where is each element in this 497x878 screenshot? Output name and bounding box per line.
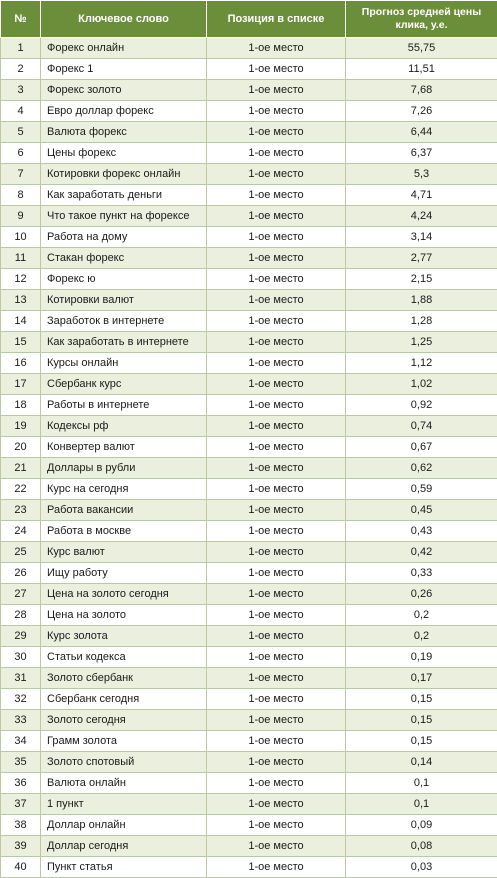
position-cell: 1-ое место bbox=[207, 248, 346, 269]
position-cell: 1-ое место bbox=[207, 668, 346, 689]
keyword-cell: Как заработать деньги bbox=[41, 185, 207, 206]
keyword-cell: Ищу работу bbox=[41, 563, 207, 584]
price-cell: 0,1 bbox=[346, 773, 497, 794]
table-row bbox=[1, 668, 497, 689]
row-number: 2 bbox=[1, 59, 41, 80]
row-number: 5 bbox=[1, 122, 41, 143]
position-cell: 1-ое место bbox=[207, 458, 346, 479]
table-row bbox=[1, 437, 497, 458]
price-cell: 0,33 bbox=[346, 563, 497, 584]
row-number: 1 bbox=[1, 38, 41, 59]
keyword-cell: Работа в москве bbox=[41, 521, 207, 542]
position-cell: 1-ое место bbox=[207, 857, 346, 878]
position-cell: 1-ое место bbox=[207, 836, 346, 857]
keyword-cell: Курсы онлайн bbox=[41, 353, 207, 374]
position-cell: 1-ое место bbox=[207, 185, 346, 206]
keyword-cell: Доллар сегодня bbox=[41, 836, 207, 857]
table-row bbox=[1, 521, 497, 542]
keyword-cell: Котировки форекс онлайн bbox=[41, 164, 207, 185]
row-number: 21 bbox=[1, 458, 41, 479]
row-number: 34 bbox=[1, 731, 41, 752]
price-cell: 55,75 bbox=[346, 38, 497, 59]
keyword-cell: Форекс онлайн bbox=[41, 38, 207, 59]
position-cell: 1-ое место bbox=[207, 584, 346, 605]
price-cell: 0,14 bbox=[346, 752, 497, 773]
row-number: 3 bbox=[1, 80, 41, 101]
row-number: 4 bbox=[1, 101, 41, 122]
price-cell: 0,17 bbox=[346, 668, 497, 689]
table-row bbox=[1, 206, 497, 227]
table-row bbox=[1, 290, 497, 311]
keyword-cell: Золото спотовый bbox=[41, 752, 207, 773]
price-cell: 0,45 bbox=[346, 500, 497, 521]
price-cell: 1,28 bbox=[346, 311, 497, 332]
position-cell: 1-ое место bbox=[207, 416, 346, 437]
keyword-cell: Стакан форекс bbox=[41, 248, 207, 269]
position-cell: 1-ое место bbox=[207, 563, 346, 584]
row-number: 14 bbox=[1, 311, 41, 332]
table-row bbox=[1, 80, 497, 101]
keyword-cell: Сбербанк сегодня bbox=[41, 689, 207, 710]
price-cell: 0,62 bbox=[346, 458, 497, 479]
row-number: 10 bbox=[1, 227, 41, 248]
row-number: 11 bbox=[1, 248, 41, 269]
position-cell: 1-ое место bbox=[207, 437, 346, 458]
table-row bbox=[1, 479, 497, 500]
row-number: 39 bbox=[1, 836, 41, 857]
keyword-cell: Валюта онлайн bbox=[41, 773, 207, 794]
price-cell: 0,67 bbox=[346, 437, 497, 458]
keyword-cell: Форекс 1 bbox=[41, 59, 207, 80]
price-cell: 1,02 bbox=[346, 374, 497, 395]
keyword-cell: Курс на сегодня bbox=[41, 479, 207, 500]
table-row bbox=[1, 710, 497, 731]
position-cell: 1-ое место bbox=[207, 752, 346, 773]
keyword-cell: Сбербанк курс bbox=[41, 374, 207, 395]
price-cell: 0,42 bbox=[346, 542, 497, 563]
position-cell: 1-ое место bbox=[207, 710, 346, 731]
price-cell: 0,03 bbox=[346, 857, 497, 878]
position-cell: 1-ое место bbox=[207, 353, 346, 374]
table-row bbox=[1, 752, 497, 773]
price-cell: 0,09 bbox=[346, 815, 497, 836]
position-cell: 1-ое место bbox=[207, 38, 346, 59]
position-cell: 1-ое место bbox=[207, 122, 346, 143]
header-keyword: Ключевое слово bbox=[41, 1, 207, 38]
table-header bbox=[1, 1, 497, 38]
price-cell: 0,08 bbox=[346, 836, 497, 857]
row-number: 29 bbox=[1, 626, 41, 647]
header-position: Позиция в списке bbox=[207, 1, 346, 38]
position-cell: 1-ое место bbox=[207, 521, 346, 542]
position-cell: 1-ое место bbox=[207, 290, 346, 311]
price-cell: 6,44 bbox=[346, 122, 497, 143]
price-cell: 0,15 bbox=[346, 710, 497, 731]
position-cell: 1-ое место bbox=[207, 731, 346, 752]
row-number: 40 bbox=[1, 857, 41, 878]
price-cell: 2,77 bbox=[346, 248, 497, 269]
position-cell: 1-ое место bbox=[207, 143, 346, 164]
table-row bbox=[1, 269, 497, 290]
table-row bbox=[1, 332, 497, 353]
price-cell: 1,25 bbox=[346, 332, 497, 353]
price-cell: 1,88 bbox=[346, 290, 497, 311]
table-row bbox=[1, 164, 497, 185]
row-number: 19 bbox=[1, 416, 41, 437]
keyword-cell: Золото сегодня bbox=[41, 710, 207, 731]
row-number: 9 bbox=[1, 206, 41, 227]
table-row bbox=[1, 101, 497, 122]
price-cell: 1,12 bbox=[346, 353, 497, 374]
position-cell: 1-ое место bbox=[207, 311, 346, 332]
keyword-cell: Цены форекс bbox=[41, 143, 207, 164]
table-row bbox=[1, 416, 497, 437]
keyword-cell: Цена на золото сегодня bbox=[41, 584, 207, 605]
table-row bbox=[1, 248, 497, 269]
row-number: 27 bbox=[1, 584, 41, 605]
table-row bbox=[1, 143, 497, 164]
row-number: 32 bbox=[1, 689, 41, 710]
table-row bbox=[1, 647, 497, 668]
table-row bbox=[1, 605, 497, 626]
keyword-cell: Доллар онлайн bbox=[41, 815, 207, 836]
keyword-cell: Статьи кодекса bbox=[41, 647, 207, 668]
position-cell: 1-ое место bbox=[207, 332, 346, 353]
table-row bbox=[1, 584, 497, 605]
row-number: 38 bbox=[1, 815, 41, 836]
table-row bbox=[1, 794, 497, 815]
keyword-cell: Заработок в интернете bbox=[41, 311, 207, 332]
price-cell: 0,74 bbox=[346, 416, 497, 437]
keyword-cell: Котировки валют bbox=[41, 290, 207, 311]
keyword-cell: Работа вакансии bbox=[41, 500, 207, 521]
table-row bbox=[1, 311, 497, 332]
row-number: 24 bbox=[1, 521, 41, 542]
keyword-cell: Пункт статья bbox=[41, 857, 207, 878]
table-row bbox=[1, 353, 497, 374]
header-price: Прогноз средней цены клика, у.е. bbox=[346, 1, 497, 38]
price-cell: 11,51 bbox=[346, 59, 497, 80]
header-number: № bbox=[1, 1, 41, 38]
row-number: 22 bbox=[1, 479, 41, 500]
position-cell: 1-ое место bbox=[207, 206, 346, 227]
row-number: 18 bbox=[1, 395, 41, 416]
table-row bbox=[1, 626, 497, 647]
position-cell: 1-ое место bbox=[207, 374, 346, 395]
row-number: 36 bbox=[1, 773, 41, 794]
price-cell: 0,59 bbox=[346, 479, 497, 500]
table-row bbox=[1, 815, 497, 836]
row-number: 28 bbox=[1, 605, 41, 626]
row-number: 31 bbox=[1, 668, 41, 689]
keyword-cell: Грамм золота bbox=[41, 731, 207, 752]
header-row bbox=[1, 1, 497, 38]
keyword-cell: Работы в интернете bbox=[41, 395, 207, 416]
price-cell: 7,26 bbox=[346, 101, 497, 122]
keyword-cell: Форекс золото bbox=[41, 80, 207, 101]
table-row bbox=[1, 38, 497, 59]
keyword-cell: Цена на золото bbox=[41, 605, 207, 626]
keyword-cell: Форекс ю bbox=[41, 269, 207, 290]
price-cell: 6,37 bbox=[346, 143, 497, 164]
keyword-cell: Евро доллар форекс bbox=[41, 101, 207, 122]
position-cell: 1-ое место bbox=[207, 647, 346, 668]
position-cell: 1-ое место bbox=[207, 164, 346, 185]
table-row bbox=[1, 227, 497, 248]
position-cell: 1-ое место bbox=[207, 773, 346, 794]
position-cell: 1-ое место bbox=[207, 59, 346, 80]
keyword-cell: Курс валют bbox=[41, 542, 207, 563]
row-number: 17 bbox=[1, 374, 41, 395]
position-cell: 1-ое место bbox=[207, 689, 346, 710]
keyword-cell: Как заработать в интернете bbox=[41, 332, 207, 353]
row-number: 33 bbox=[1, 710, 41, 731]
price-cell: 0,92 bbox=[346, 395, 497, 416]
row-number: 15 bbox=[1, 332, 41, 353]
row-number: 16 bbox=[1, 353, 41, 374]
price-cell: 0,26 bbox=[346, 584, 497, 605]
position-cell: 1-ое место bbox=[207, 605, 346, 626]
price-cell: 0,15 bbox=[346, 731, 497, 752]
table-body bbox=[1, 38, 497, 878]
keyword-cell: Валюта форекс bbox=[41, 122, 207, 143]
price-cell: 2,15 bbox=[346, 269, 497, 290]
row-number: 6 bbox=[1, 143, 41, 164]
price-cell: 5,3 bbox=[346, 164, 497, 185]
keyword-cell: Работа на дому bbox=[41, 227, 207, 248]
keyword-cell: 1 пункт bbox=[41, 794, 207, 815]
price-cell: 0,2 bbox=[346, 605, 497, 626]
keyword-cell: Кодексы рф bbox=[41, 416, 207, 437]
position-cell: 1-ое место bbox=[207, 395, 346, 416]
table-row bbox=[1, 185, 497, 206]
row-number: 7 bbox=[1, 164, 41, 185]
table-row bbox=[1, 122, 497, 143]
keyword-cell: Доллары в рубли bbox=[41, 458, 207, 479]
table-row bbox=[1, 773, 497, 794]
price-cell: 0,19 bbox=[346, 647, 497, 668]
table-row bbox=[1, 500, 497, 521]
price-cell: 7,68 bbox=[346, 80, 497, 101]
price-cell: 0,1 bbox=[346, 794, 497, 815]
price-cell: 0,15 bbox=[346, 689, 497, 710]
price-cell: 3,14 bbox=[346, 227, 497, 248]
row-number: 13 bbox=[1, 290, 41, 311]
table-row bbox=[1, 836, 497, 857]
table-row bbox=[1, 458, 497, 479]
row-number: 26 bbox=[1, 563, 41, 584]
table-row bbox=[1, 563, 497, 584]
position-cell: 1-ое место bbox=[207, 101, 346, 122]
table-row bbox=[1, 857, 497, 878]
position-cell: 1-ое место bbox=[207, 794, 346, 815]
row-number: 35 bbox=[1, 752, 41, 773]
keyword-cell: Курс золота bbox=[41, 626, 207, 647]
table-row bbox=[1, 689, 497, 710]
position-cell: 1-ое место bbox=[207, 542, 346, 563]
row-number: 37 bbox=[1, 794, 41, 815]
row-number: 8 bbox=[1, 185, 41, 206]
table-row bbox=[1, 374, 497, 395]
position-cell: 1-ое место bbox=[207, 500, 346, 521]
keyword-cell: Что такое пункт на форексе bbox=[41, 206, 207, 227]
position-cell: 1-ое место bbox=[207, 815, 346, 836]
keyword-cell: Золото сбербанк bbox=[41, 668, 207, 689]
table-row bbox=[1, 59, 497, 80]
price-cell: 0,43 bbox=[346, 521, 497, 542]
position-cell: 1-ое место bbox=[207, 227, 346, 248]
price-cell: 0,2 bbox=[346, 626, 497, 647]
table-row bbox=[1, 542, 497, 563]
row-number: 12 bbox=[1, 269, 41, 290]
table-row bbox=[1, 731, 497, 752]
row-number: 25 bbox=[1, 542, 41, 563]
price-cell: 4,24 bbox=[346, 206, 497, 227]
position-cell: 1-ое место bbox=[207, 80, 346, 101]
position-cell: 1-ое место bbox=[207, 626, 346, 647]
keyword-cell: Конвертер валют bbox=[41, 437, 207, 458]
position-cell: 1-ое место bbox=[207, 479, 346, 500]
position-cell: 1-ое место bbox=[207, 269, 346, 290]
row-number: 20 bbox=[1, 437, 41, 458]
row-number: 23 bbox=[1, 500, 41, 521]
row-number: 30 bbox=[1, 647, 41, 668]
price-cell: 4,71 bbox=[346, 185, 497, 206]
table-row bbox=[1, 395, 497, 416]
